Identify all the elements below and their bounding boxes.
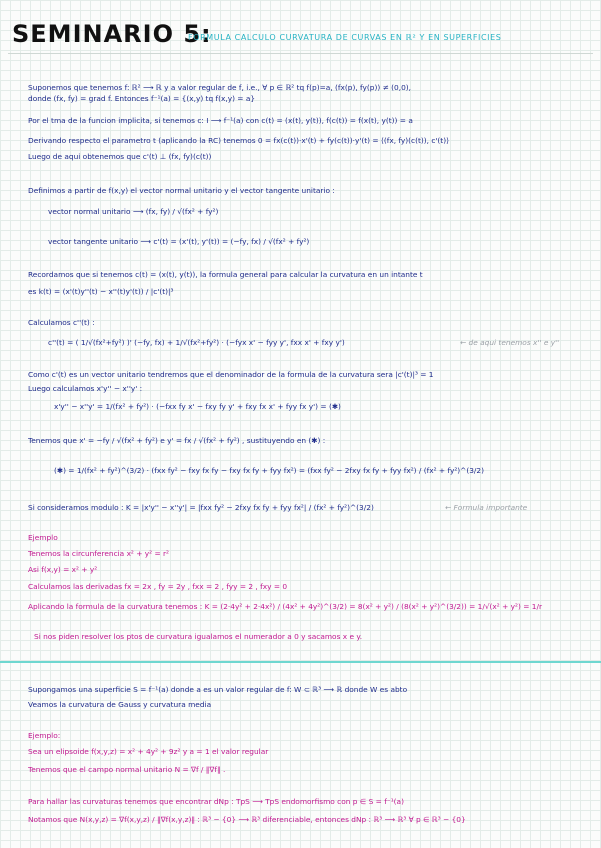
example-line: Si nos piden resolver los ptos de curvatura igualamos el numerador a 0 y sacamos x e y. [34, 632, 363, 641]
example-line: Tenemos que el campo normal unitario N = ∇f / ‖∇f‖ . [28, 765, 226, 774]
formula-line: (✱) = 1/(fx² + fy²)^(3/2) · (fxx fy² − fxy fx fy − fxy fx fy + fyy fx²) = (fxx fy² − 2fxy fx fy + fyy fx²) / (fx² + fy²)^(3/2) [54, 466, 485, 475]
formula-line: vector tangente unitario ⟶ c'(t) = (x'(t), y'(t)) = (−fy, fx) / √(fx² + fy²) [48, 237, 310, 246]
text-line: Recordamos que si tenemos c(t) = (x(t), y(t)), la formula general para calcular la curvatura en un intante t [28, 270, 423, 279]
example-line: Aplicando la formula de la curvatura tenemos : K = (2·4y² + 2·4x²) / (4x² + 4y²)^(3/2) = 8(x² + y²) / (8(x² + y²)^(3/2)) = 1/√(x² + y²) = 1/r [28, 602, 542, 611]
side-note: ← de aqui tenemos x'' e y'' [460, 338, 560, 347]
text-line: Como c'(t) es un vector unitario tendremos que el denominador de la formula de la curvatura sera |c'(t)|³ = 1 [28, 370, 434, 379]
text-line: Supongamos una superficie S = f⁻¹(a) donde a es un valor regular de f: W ⊂ ℝ³ ⟶ ℝ donde W es abto [28, 685, 408, 694]
text-line: Luego de aqui obtenemos que c'(t) ⊥ (fx, fy)(c(t)) [28, 152, 212, 161]
example-line: Calculamos las derivadas fx = 2x , fy = 2y , fxx = 2 , fyy = 2 , fxy = 0 [28, 582, 288, 591]
section-divider [0, 661, 601, 663]
title-divider [8, 53, 593, 54]
text-line: Suponemos que tenemos f: ℝ² ⟶ ℝ y a valor regular de f, i.e., ∀ p ∈ ℝ² tq f(p)=a, (fx(p), fy(p)) ≠ (0,0), [28, 83, 411, 92]
text-line: Si consideramos modulo : K = |x'y'' − x''y'| = |fxx fy² − 2fxy fx fy + fyy fx²| / (fx² + fy²)^(3/2) [28, 503, 374, 512]
page-subtitle: FORMULA CALCULO CURVATURA DE CURVAS EN ℝ² Y EN SUPERFICIES [188, 33, 502, 42]
text-line: Definimos a partir de f(x,y) el vector normal unitario y el vector tangente unitario : [28, 186, 335, 195]
formula-line: es k(t) = (x'(t)y''(t) − x''(t)y'(t)) / |c'(t)|³ [28, 287, 174, 296]
text-line: donde (fx, fy) = grad f. Entonces f⁻¹(a) = {(x,y) tq f(x,y) = a} [28, 94, 256, 103]
example-line: Sea un elipsoide f(x,y,z) = x² + 4y² + 9z² y a = 1 el valor regular [28, 747, 269, 756]
text-line: Veamos la curvatura de Gauss y curvatura media [28, 700, 212, 709]
formula-line: vector normal unitario ⟶ (fx, fy) / √(fx² + fy²) [48, 207, 219, 216]
example-line: Para hallar las curvaturas tenemos que encontrar dNp : TpS ⟶ TpS endomorfismo con p ∈ S = f⁻¹(a) [28, 797, 404, 806]
text-line: Tenemos que x' = −fy / √(fx² + fy²) e y' = fx / √(fx² + fy²) , sustituyendo en (✱) : [28, 436, 326, 445]
side-note: ← Formula importante [445, 503, 528, 512]
example-line: Asi f(x,y) = x² + y² [28, 565, 98, 574]
example-heading: Ejemplo [28, 533, 58, 542]
text-line: Luego calculamos x'y'' − x''y' : [28, 384, 143, 393]
text-line: Calculamos c''(t) : [28, 318, 95, 327]
text-line: Por el tma de la funcion implicita, si tenemos c: I ⟶ f⁻¹(a) con c(t) = (x(t), y(t)), f(c(t)) = f(x(t), y(t)) = a [28, 116, 413, 125]
example-line: Notamos que N(x,y,z) = ∇f(x,y,z) / ‖∇f(x,y,z)‖ : ℝ³ − {0} ⟶ ℝ³ diferenciable, entonces dNp : ℝ³ ⟶ ℝ³ ∀ p ∈ ℝ³ − {0} [28, 815, 466, 824]
text-line: Derivando respecto el parametro t (aplicando la RC) tenemos 0 = fx(c(t))·x'(t) + fy(c(t))·y'(t) = ⟨(fx, fy)(c(t)), c'(t)⟩ [28, 136, 449, 145]
page-title: SEMINARIO 5: [12, 20, 212, 48]
example-line: Tenemos la circunferencia x² + y² = r² [28, 549, 170, 558]
formula-line: x'y'' − x''y' = 1/(fx² + fy²) · (−fxx fy x' − fxy fy y' + fxy fx x' + fyy fx y') = (✱) [54, 402, 341, 411]
formula-line: c''(t) = ( 1/√(fx²+fy²) )' (−fy, fx) + 1/√(fx²+fy²) · (−fyx x' − fyy y', fxx x' + fxy y') [48, 338, 345, 347]
example-heading: Ejemplo: [28, 731, 61, 740]
